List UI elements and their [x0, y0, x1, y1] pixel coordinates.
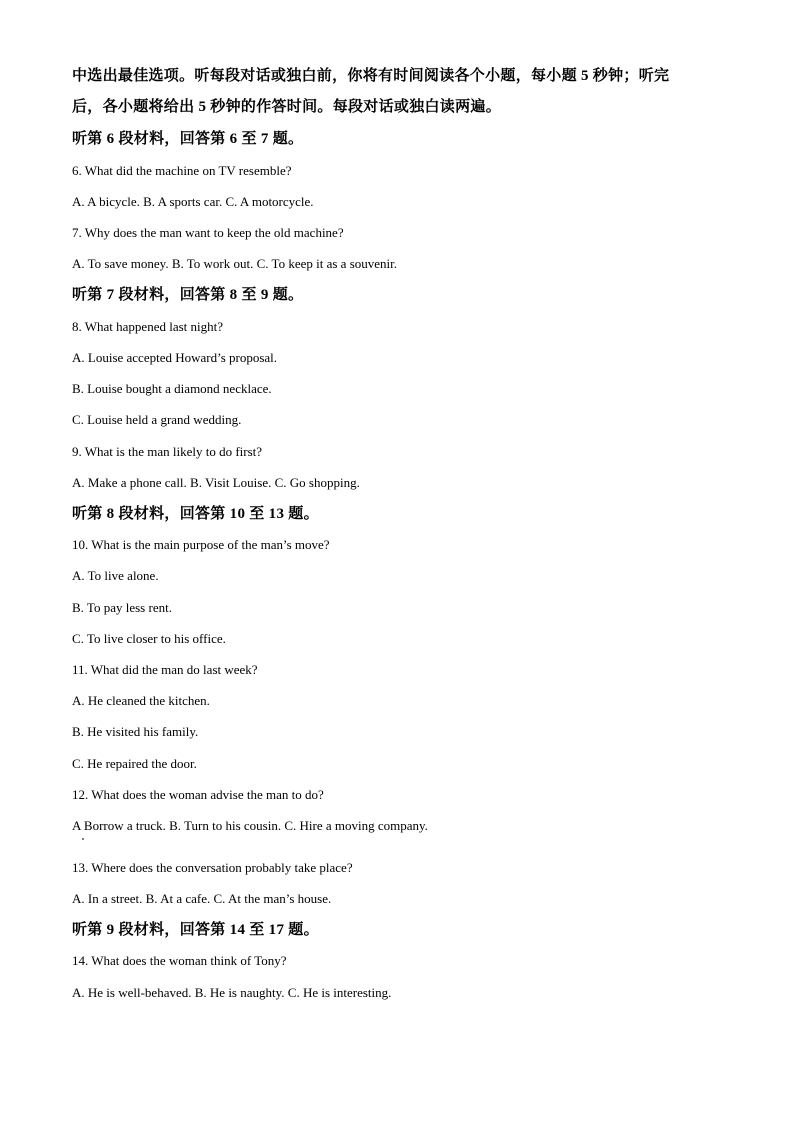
question-option: C. Louise held a grand wedding. — [72, 412, 242, 427]
question-option: C. He repaired the door. — [72, 756, 197, 771]
question-text: 11. What did the man do last week? — [72, 662, 258, 677]
question-option: B. He visited his family. — [72, 724, 199, 739]
question-option: A. He cleaned the kitchen. — [72, 693, 210, 708]
question-option: A. To live alone. — [72, 568, 159, 583]
question-text: 12. What does the woman advise the man to do? — [72, 787, 324, 802]
question-options: A. To save money. B. To work out. C. To keep it as a souvenir. — [72, 256, 398, 271]
question-text: 9. What is the man likely to do first? — [72, 444, 263, 459]
stray-dot — [82, 838, 84, 840]
question-option: B. Louise bought a diamond necklace. — [72, 381, 272, 396]
question-options: A. A bicycle. B. A sports car. C. A motorcycle. — [72, 194, 314, 209]
question-text: 7. Why does the man want to keep the old machine? — [72, 225, 344, 240]
question-text: 8. What happened last night? — [72, 319, 224, 334]
question-options: A Borrow a truck. B. Turn to his cousin. C. Hire a moving company. — [72, 818, 428, 833]
question-option: A. Louise accepted Howard’s proposal. — [72, 350, 278, 365]
question-text: 14. What does the woman think of Tony? — [72, 953, 287, 968]
question-text: 6. What did the machine on TV resemble? — [72, 163, 292, 178]
question-options: A. In a street. B. At a cafe. C. At the man’s house. — [72, 891, 332, 906]
question-text: 13. Where does the conversation probably take place? — [72, 860, 353, 875]
section-heading: 听第 9 段材料，回答第 14 至 17 题。 — [72, 922, 319, 938]
question-option: B. To pay less rent. — [72, 600, 172, 615]
section-heading: 听第 8 段材料，回答第 10 至 13 题。 — [72, 506, 319, 522]
question-options: A. He is well-behaved. B. He is naughty. C. He is interesting. — [72, 985, 392, 1000]
section-heading: 听第 6 段材料，回答第 6 至 7 题。 — [72, 131, 304, 147]
question-options: A. Make a phone call. B. Visit Louise. C. Go shopping. — [72, 475, 360, 490]
intro-line-1: 中选出最佳选项。听每段对话或独白前，你将有时间阅读各个小题，每小题 5 秒钟；听完 — [72, 68, 670, 84]
question-option: C. To live closer to his office. — [72, 631, 226, 646]
intro-line-2: 后，各小题将给出 5 秒钟的作答时间。每段对话或独白读两遍。 — [72, 99, 502, 115]
question-text: 10. What is the main purpose of the man’s move? — [72, 537, 330, 552]
section-heading: 听第 7 段材料，回答第 8 至 9 题。 — [72, 287, 304, 303]
